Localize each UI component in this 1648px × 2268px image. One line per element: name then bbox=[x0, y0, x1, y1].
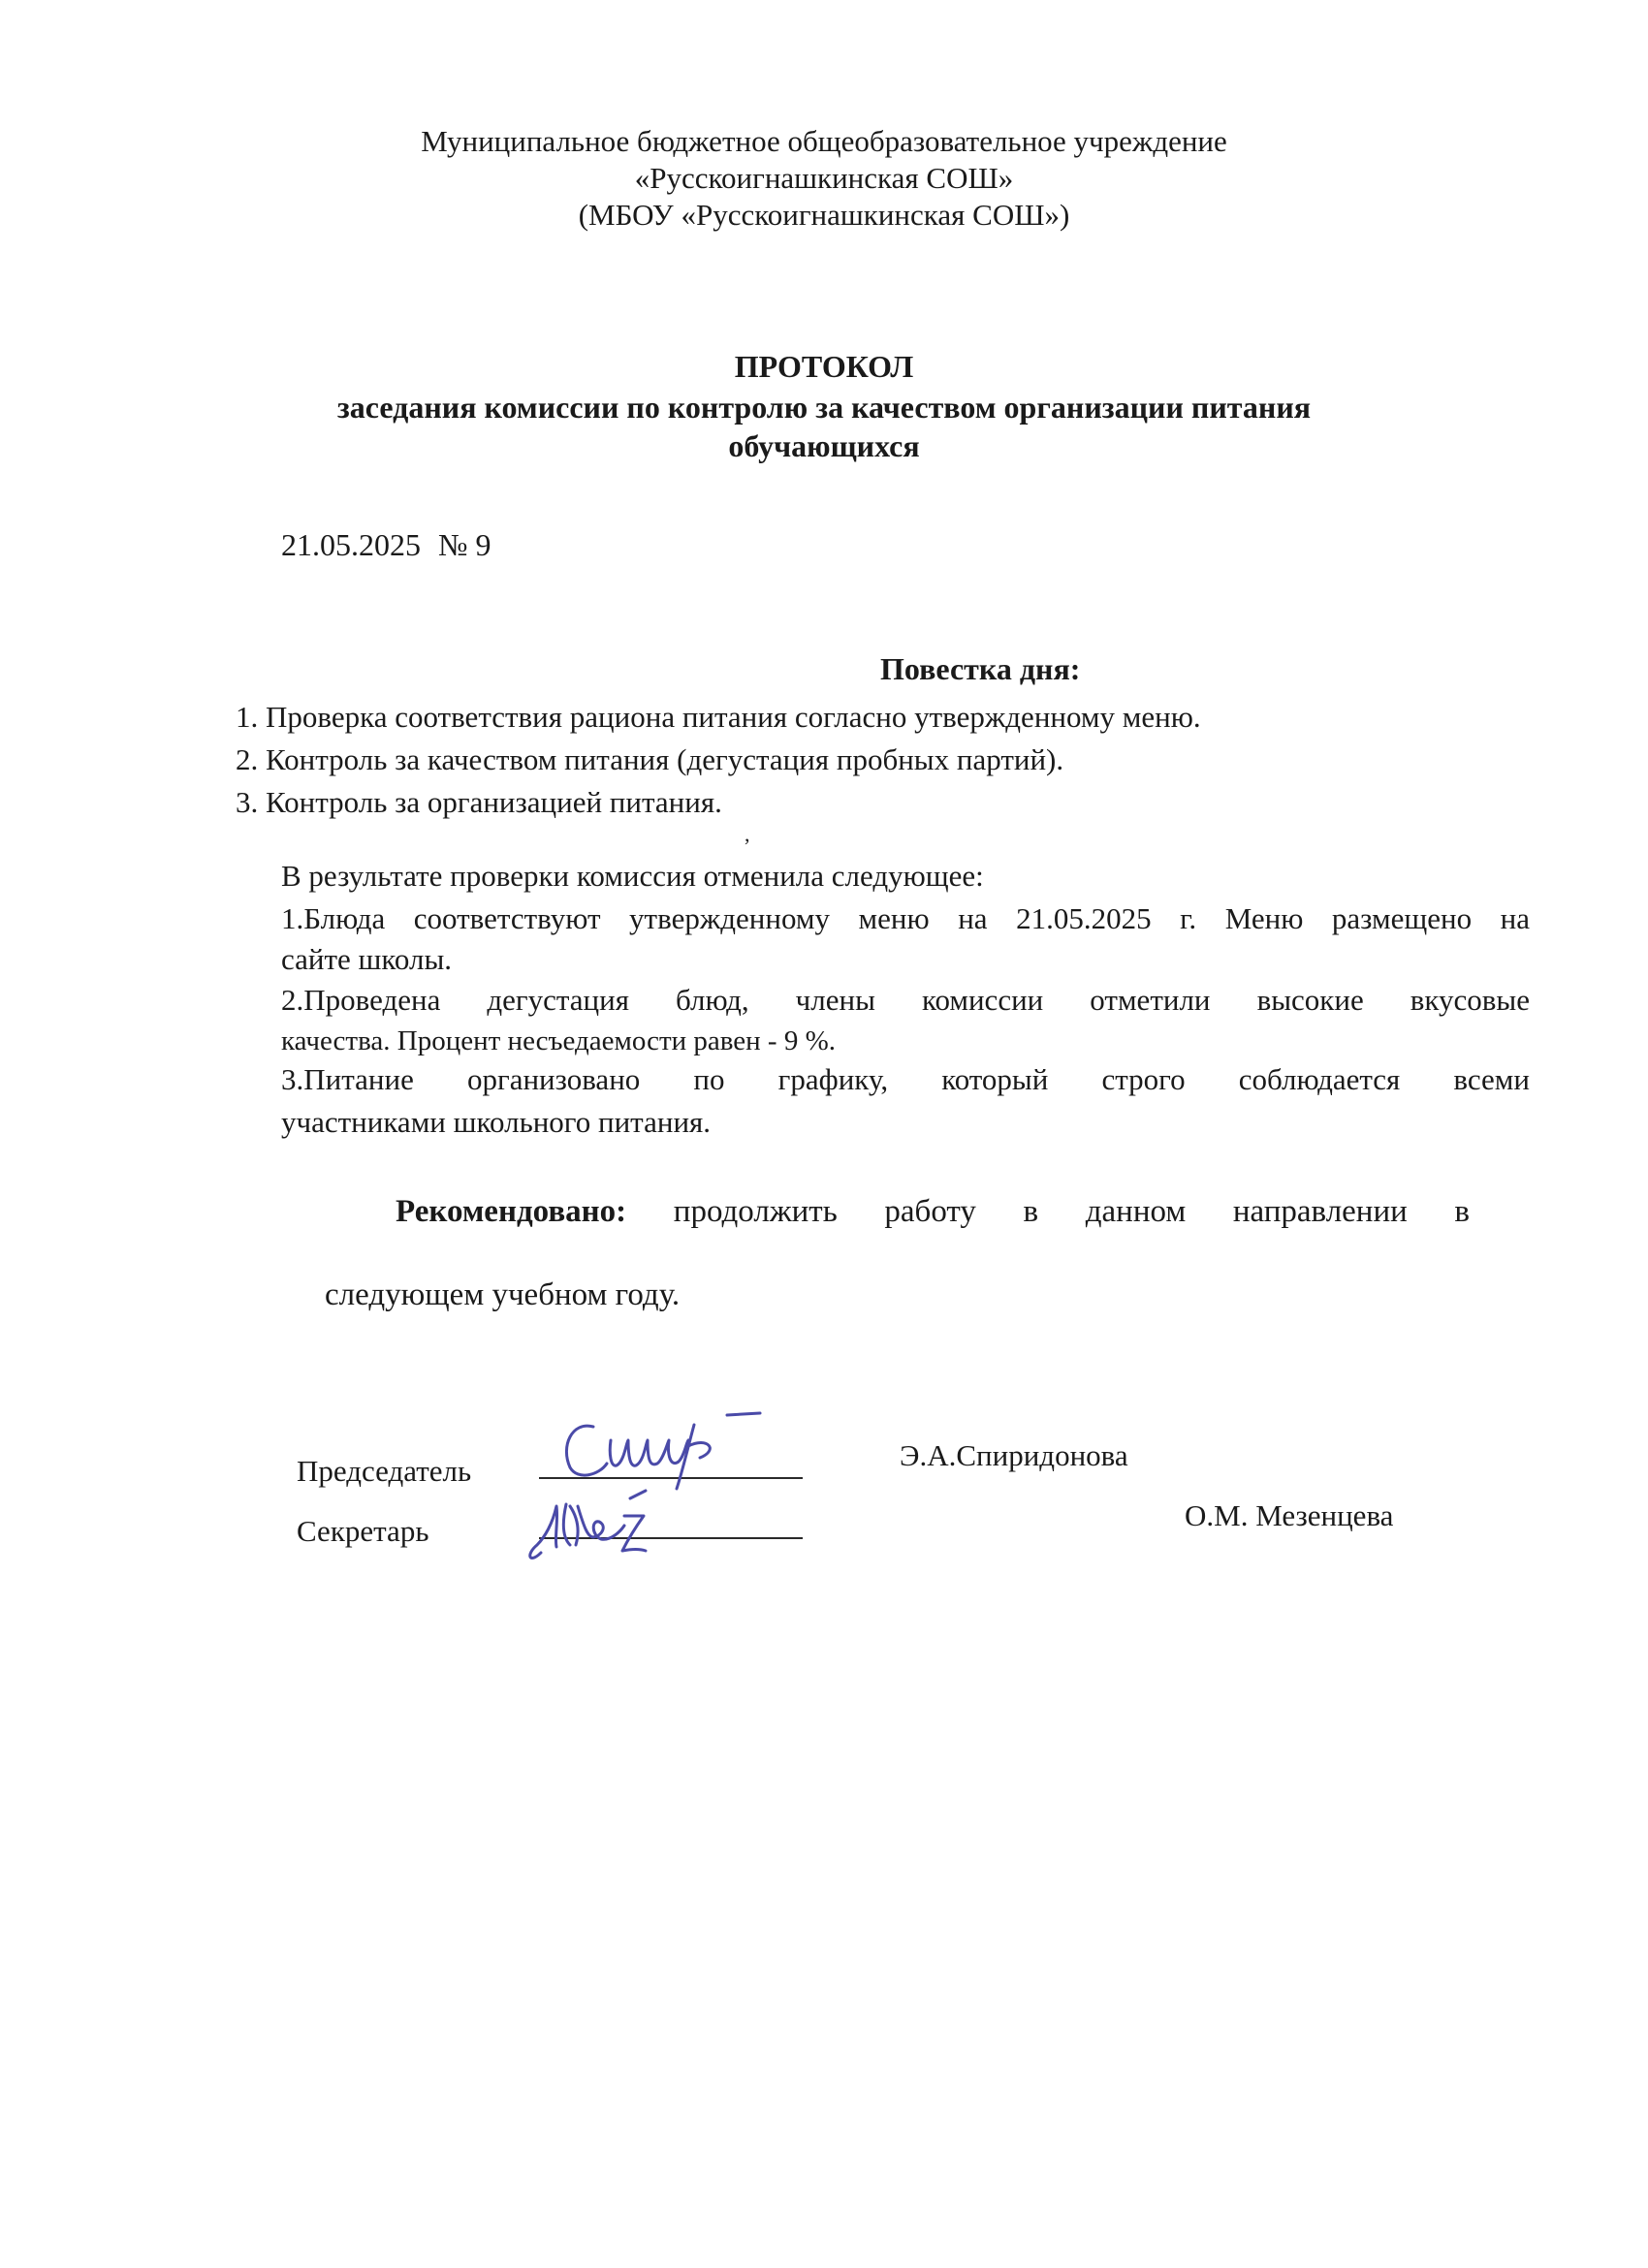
document-subtitle-line2: обучающихся bbox=[728, 428, 920, 463]
agenda-item-1: 1. Проверка соответствия рациона питания согласно утвержденному меню. bbox=[236, 700, 1201, 734]
protocol-date-number bbox=[281, 527, 491, 563]
chair-role: Председатель bbox=[297, 1454, 472, 1488]
protocol-number: № 9 bbox=[438, 527, 491, 562]
agenda-heading: Повестка дня: bbox=[880, 651, 1081, 686]
org-name-line1: Муниципальное бюджетное общеобразовательное учреждение bbox=[421, 124, 1227, 158]
result-item2-line1: 2.Проведена дегустация блюд, члены комиссии отметили высокие вкусовые bbox=[281, 983, 1530, 1017]
result-item3-line1: 3.Питание организовано по графику, который строго соблюдается всеми bbox=[281, 1062, 1530, 1096]
result-item1-line2: сайте школы. bbox=[281, 942, 453, 976]
recommendation-text-line2: следующем учебном году. bbox=[325, 1277, 681, 1312]
result-item2-line2: качества. Процент несъедаемости равен - 9 %. bbox=[281, 1025, 836, 1056]
org-name-line3: (МБОУ «Русскоигнашкинская СОШ») bbox=[578, 198, 1070, 232]
secretary-signature bbox=[523, 1477, 698, 1574]
secretary-role: Секретарь bbox=[297, 1514, 429, 1548]
chair-name: Э.А.Спиридонова bbox=[900, 1438, 1128, 1472]
result-item1-line1: 1.Блюда соответствуют утвержденному меню на 21.05.2025 г. Меню размещено на bbox=[281, 901, 1530, 935]
result-item3-line2: участниками школьного питания. bbox=[281, 1105, 712, 1139]
protocol-date: 21.05.2025 bbox=[281, 527, 421, 562]
results-intro: В результате проверки комиссия отменила следующее: bbox=[281, 859, 984, 893]
secretary-name: О.М. Мезенцева bbox=[1185, 1498, 1394, 1532]
stray-mark: , bbox=[745, 822, 750, 846]
recommendation-text-line1: продолжить работу в данном направлении в bbox=[673, 1194, 1470, 1229]
recommendation-line1 bbox=[396, 1194, 1470, 1230]
document-title: ПРОТОКОЛ bbox=[734, 349, 914, 384]
agenda-item-2: 2. Контроль за качеством питания (дегустация пробных партий). bbox=[236, 742, 1064, 776]
document-subtitle-line1: заседания комиссии по контролю за качеством организации питания bbox=[336, 390, 1312, 425]
agenda-item-3: 3. Контроль за организацией питания. bbox=[236, 785, 722, 819]
org-name-line2: «Русскоигнашкинская СОШ» bbox=[634, 161, 1014, 195]
recommendation-label: Рекомендовано: bbox=[396, 1194, 627, 1229]
